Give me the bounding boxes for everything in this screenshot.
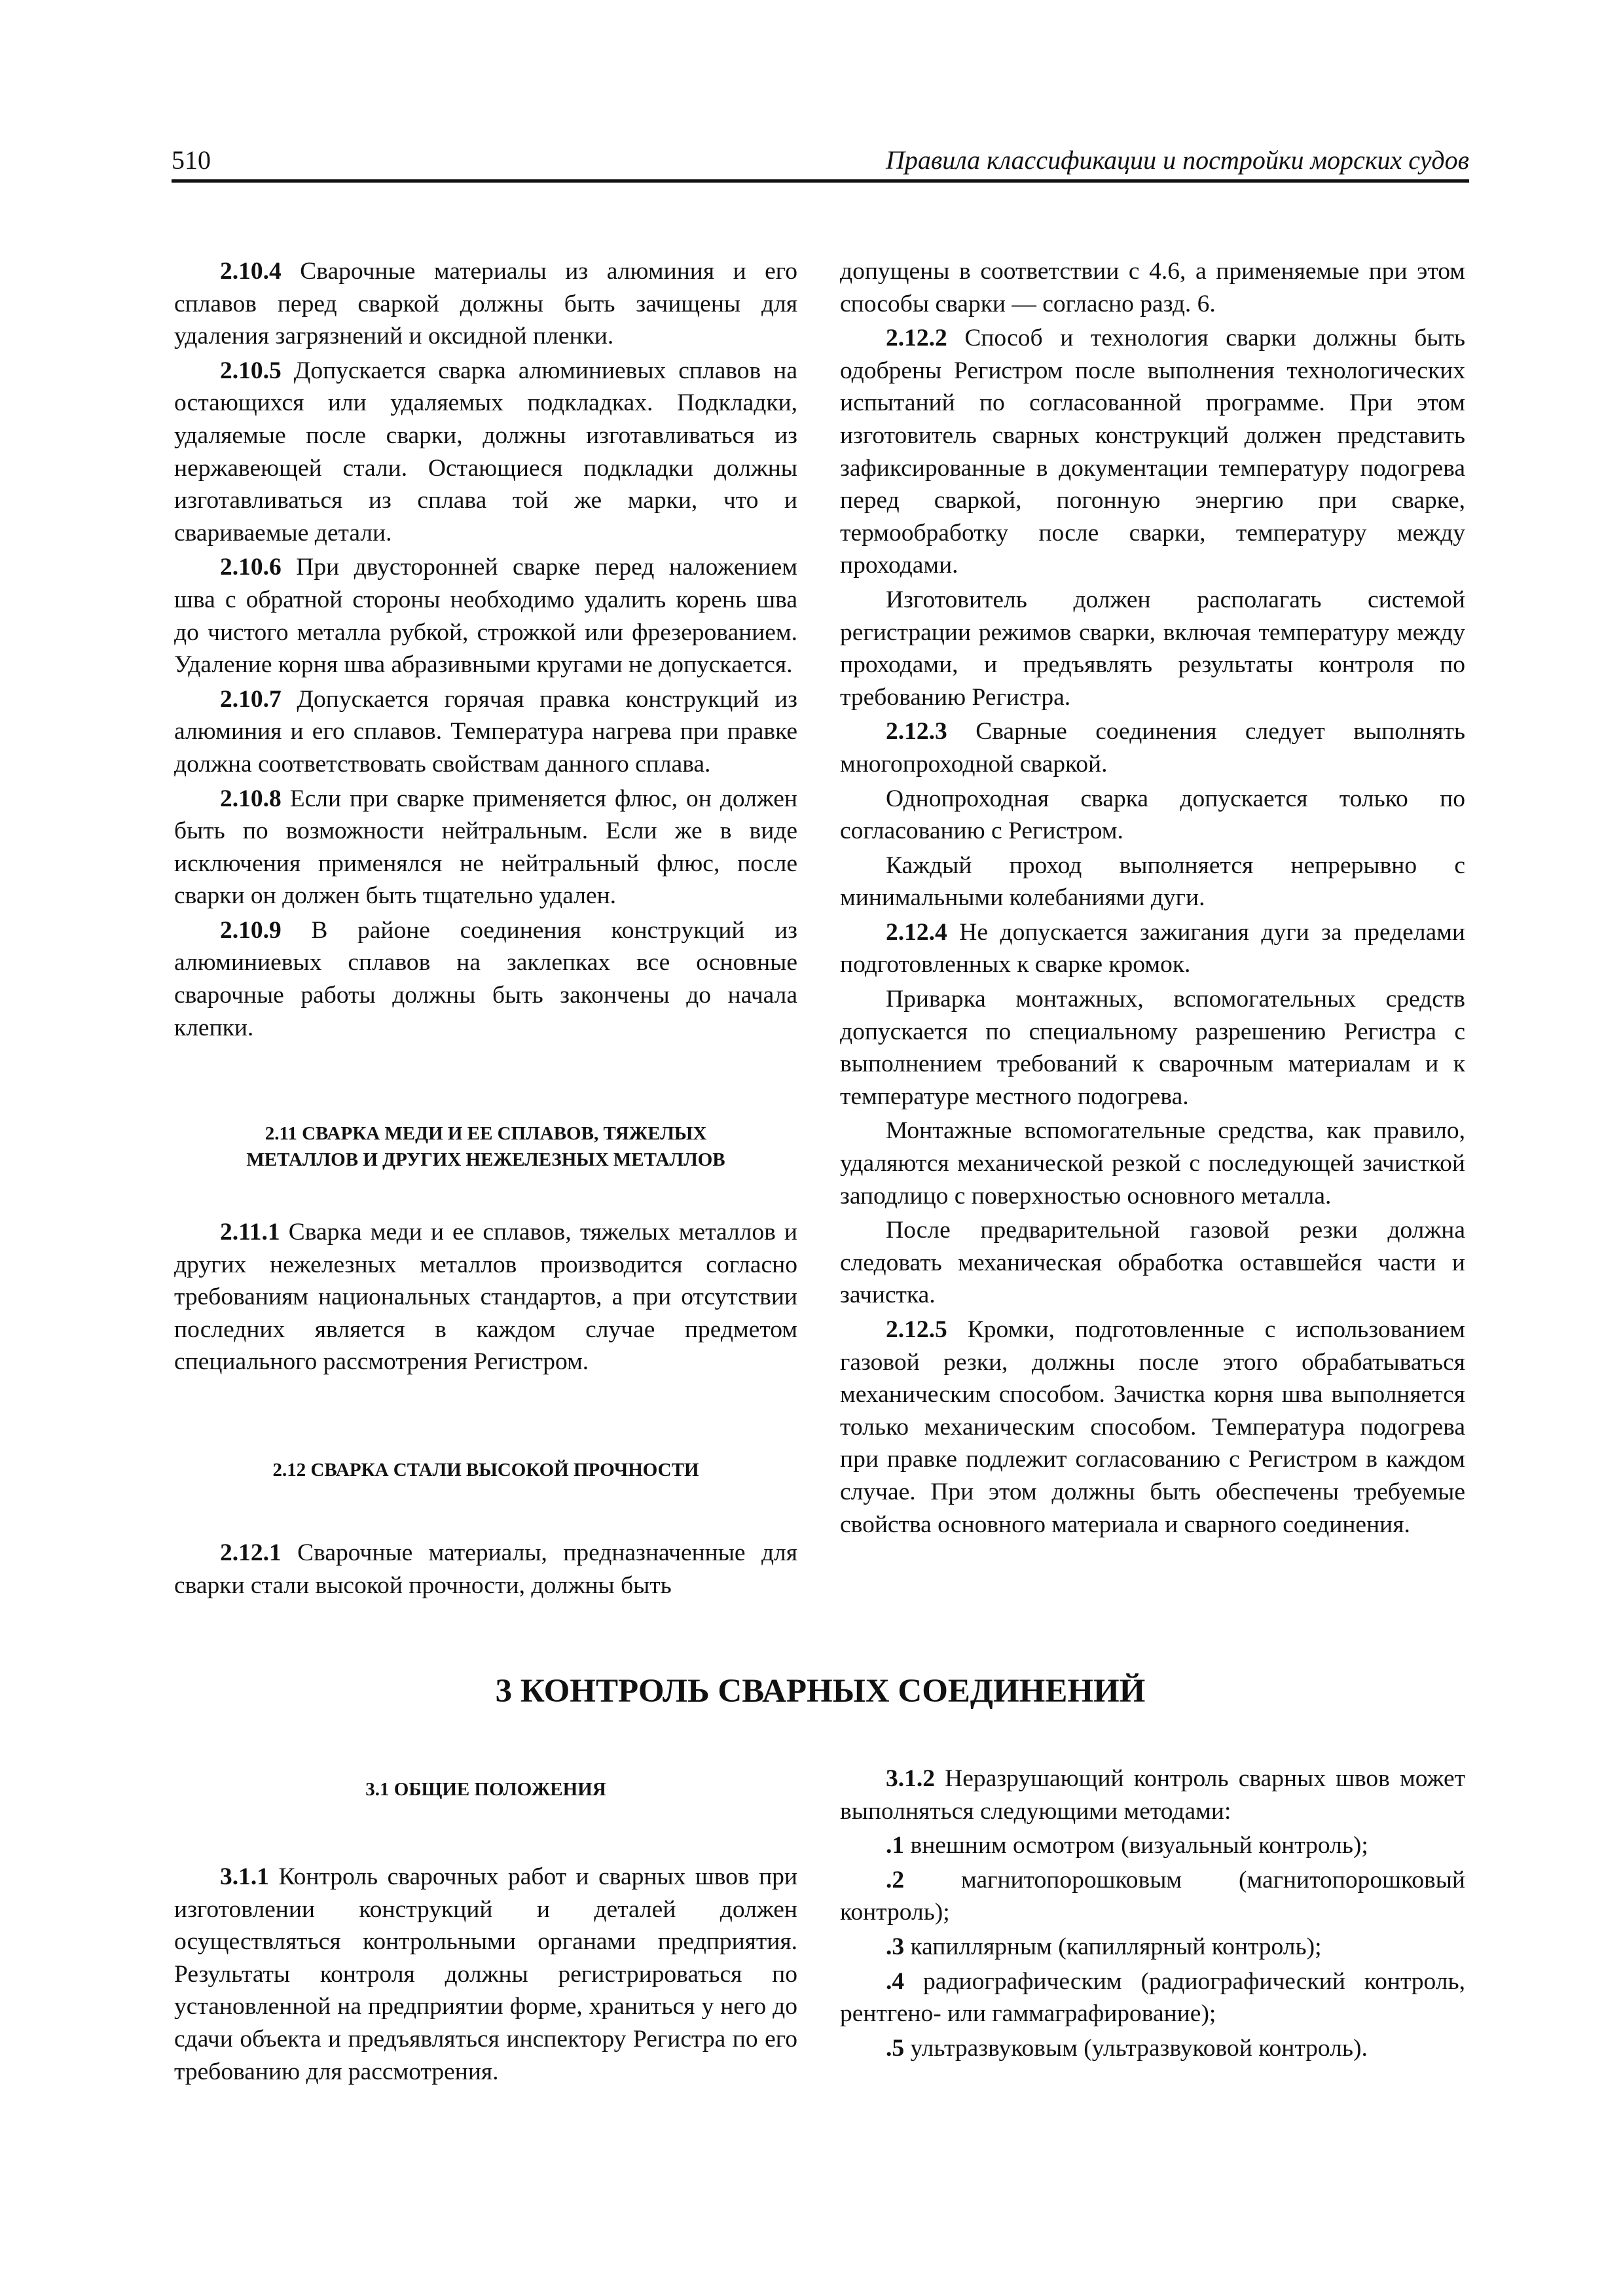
section-3-1-2 [840, 1763, 1465, 2066]
paragraph-2-10-7: 2.10.7 Допускается горячая правка конструкций из алюминия и его сплавов. Температура нагрева при правке должна соответствовать свойствам данного сплава. [174, 685, 797, 778]
section-2-12-title: 2.12 СВАРКА СТАЛИ ВЫСОКОЙ ПРОЧНОСТИ [272, 1460, 699, 1480]
paragraph-2-11-1: 2.11.1 Сварка меди и ее сплавов, тяжелых металлов и других нежелезных металлов производится согласно требованиям национальных стандартов, а при отсутствии последних является в каждом случае предметом специального рассмотрения Регистром. [174, 1219, 797, 1376]
section-3-1-title: 3.1 ОБЩИЕ ПОЛОЖЕНИЯ [365, 1779, 606, 1800]
left-column-top [174, 255, 797, 1046]
right-column-top [840, 255, 1465, 1543]
list-item: .1 внешним осмотром (визуальный контроль); [886, 1832, 1368, 1859]
paragraph-2-10-6: 2.10.6 При двусторонней сварке перед наложением шва с обратной стороны необходимо удалить корень шва до чистого металла рубкой, строжкой или фрезерованием. Удаление корня шва абразивными кругами не допускается. [174, 554, 797, 679]
paragraph-2-12-3: 2.12.3 Сварные соединения следует выполнять многопроходной сваркой. [840, 718, 1465, 778]
paragraph-mounting-welding: Приварка монтажных, вспомогательных средств допускается по специальному разрешению Регистра с выполнением требований к сварочным материалам и к температуре местного подогрева. [840, 986, 1465, 1110]
page-header [172, 143, 1469, 183]
paragraph-manufacturer: Изготовитель должен располагать системой регистрации режимов сварки, включая температуру между проходами, и предъявлять результаты контроля по требованию Регистра. [840, 586, 1465, 711]
paragraph-2-12-5: 2.12.5 Кромки, подготовленные с использованием газовой резки, должны после этого обрабатываться механическим способом. Зачистка корня шва выполняется только механическим способом. Температура подогрева при правке подлежит согласованию с Регистром в каждом случае. При этом должны быть обеспечены требуемые свойства основного материала и сварного соединения. [840, 1316, 1465, 1538]
section-2-11-title: 2.11 СВАРКА МЕДИ И ЕЕ СПЛАВОВ, ТЯЖЕЛЫХ МЕТАЛЛОВ И ДРУГИХ НЕЖЕЛЕЗНЫХ МЕТАЛЛОВ [246, 1123, 725, 1170]
page-number: 510 [172, 145, 211, 175]
list-item: .3 капиллярным (капиллярный контроль); [886, 1933, 1322, 1960]
section-2-11-body [174, 1216, 797, 1380]
paragraph-continuation: допущены в соответствии с 4.6, а применяемые при этом способы сварки — согласно разд. 6. [840, 258, 1465, 317]
list-item: .5 ультразвуковым (ультразвуковой контроль). [886, 2034, 1368, 2062]
section-3-1-body [174, 1861, 797, 2090]
paragraph-2-12-4: 2.12.4 Не допускается зажигания дуги за пределами подготовленных к сварке кромок. [840, 918, 1465, 978]
paragraph-3-1-2: 3.1.2 Неразрушающий контроль сварных швов может выполняться следующими методами: [840, 1765, 1465, 1825]
list-item: .2 магнитопорошковым (магнитопорошковый контроль); [840, 1866, 1465, 1926]
running-title: Правила классификации и постройки морских судов [885, 145, 1469, 175]
paragraph-gas-cutting: После предварительной газовой резки должна следовать механическая обработка оставшейся части и зачистка. [840, 1217, 1465, 1309]
paragraph-2-10-8: 2.10.8 Если при сварке применяется флюс, он должен быть по возможности нейтральным. Если же в виде исключения применялся не нейтральный флюс, после сварки он должен быть тщательно удален. [174, 785, 797, 910]
paragraph-single-pass: Однопроходная сварка допускается только по согласованию с Регистром. [840, 785, 1465, 845]
paragraph-each-pass: Каждый проход выполняется непрерывно с минимальными колебаниями дуги. [840, 852, 1465, 912]
paragraph-2-10-9: 2.10.9 В районе соединения конструкций из алюминиевых сплавов на заклепках все основные сварочные работы должны быть закончены до начала клепки. [174, 916, 797, 1041]
section-2-12 [174, 1457, 797, 1483]
section-2-11 [174, 1121, 797, 1173]
paragraph-mounting-removal: Монтажные вспомогательные средства, как правило, удаляются механической резкой с последующей зачисткой заподлицо с поверхностью основного металла. [840, 1117, 1465, 1210]
paragraph-2-10-4: 2.10.4 Сварочные материалы из алюминия и его сплавов перед сваркой должны быть зачищены для удаления загрязнений и оксидной пленки. [174, 258, 797, 350]
section-3-1 [174, 1776, 797, 1803]
paragraph-3-1-1: 3.1.1 Контроль сварочных работ и сварных швов при изготовлении конструкций и деталей должен осуществляться контрольными органами предприятия. Результаты контроля должны регистрироваться по установленной на предприятии форме, храниться у него до сдачи объекта и предъявляться инспектору Регистра по его требованию для рассмотрения. [174, 1863, 797, 2085]
paragraph-2-12-1: 2.12.1 Сварочные материалы, предназначенные для сварки стали высокой прочности, должны быть [174, 1539, 797, 1599]
chapter-title: 3 КОНТРОЛЬ СВАРНЫХ СОЕДИНЕНИЙ [495, 1673, 1146, 1710]
section-2-12-body [174, 1537, 797, 1604]
paragraph-2-12-2: 2.12.2 Способ и технология сварки должны быть одобрены Регистром после выполнения технологических испытаний по согласованной программе. При этом изготовитель сварных конструкций должен представить зафиксированные в документации температуру подогрева перед сваркой, погонную энергию при сварке, термообработку после сварки, температуру между проходами. [840, 325, 1465, 579]
list-item: .4 радиографическим (радиографический контроль, рентгено- или гаммаграфирование); [840, 1967, 1465, 2028]
paragraph-2-10-5: 2.10.5 Допускается сварка алюминиевых сплавов на остающихся или удаляемых подкладках. Подкладки, удаляемые после сварки, должны изготавливаться из нержавеющей стали. Остающиеся подкладки должны изготавливаться из сплава той же марки, что и свариваемые детали. [174, 357, 797, 547]
